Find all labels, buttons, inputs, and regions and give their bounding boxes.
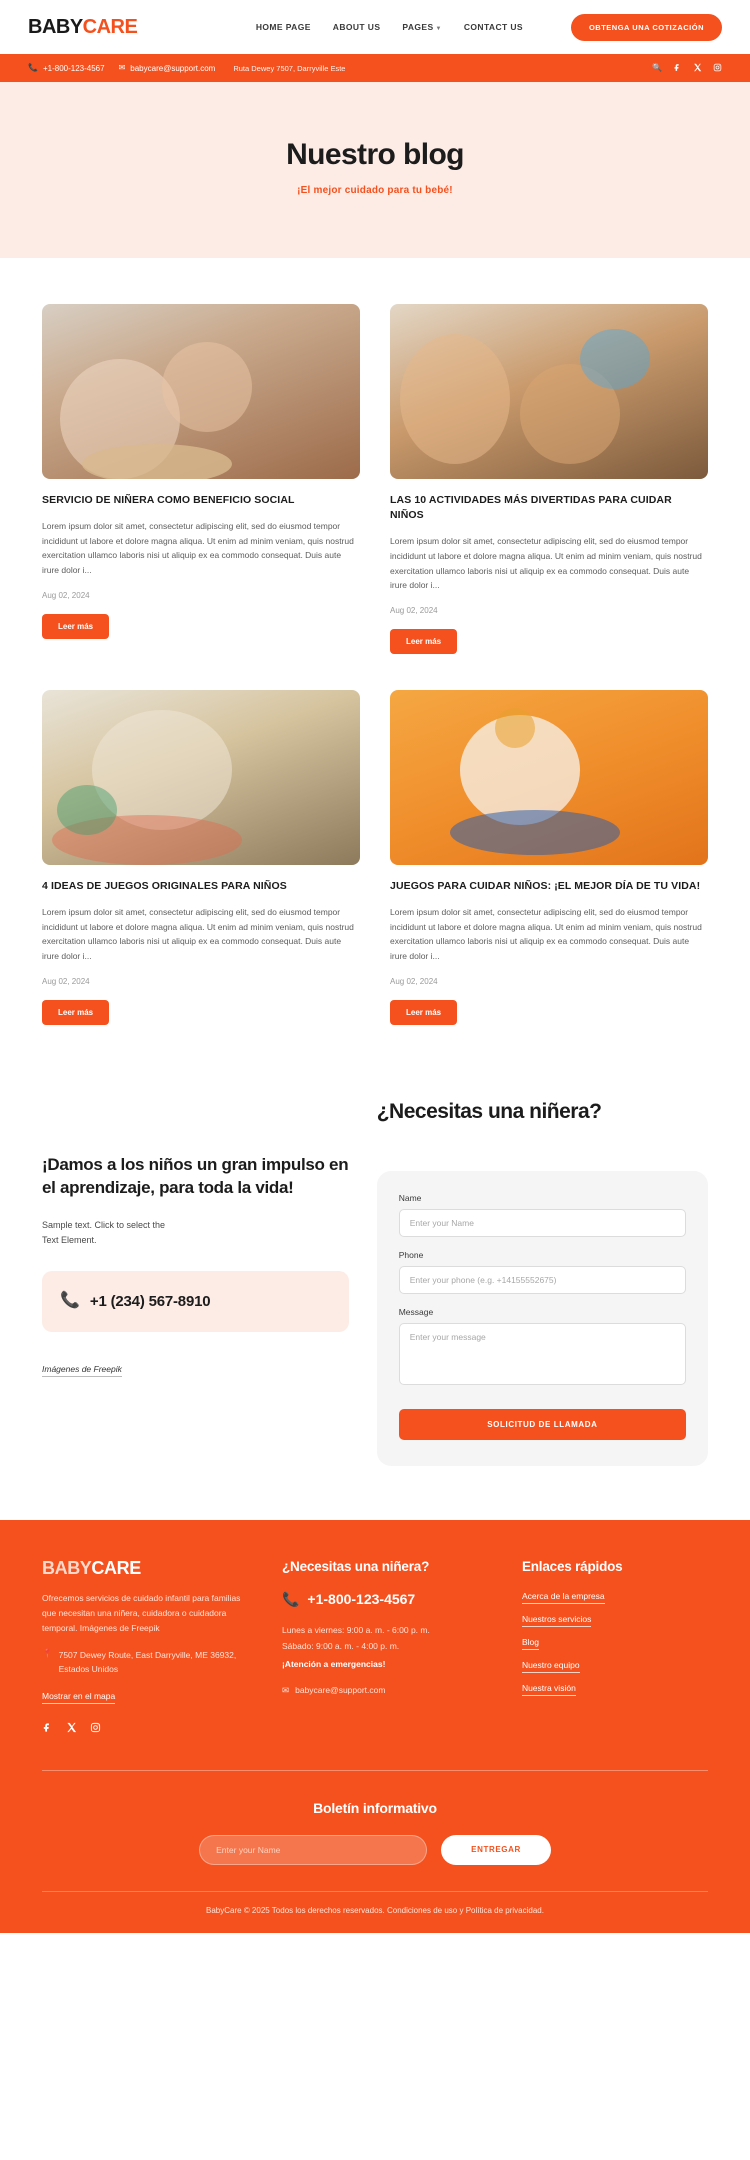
footer-contact-heading: ¿Necesitas una niñera? [281,1558,430,1574]
post-title[interactable]: 4 IDEAS DE JUEGOS ORIGINALES PARA NIÑOS [42,879,287,892]
logo-text-accent: CARE [82,15,138,38]
phone-callout[interactable] [42,1271,349,1332]
message-input[interactable] [399,1323,686,1385]
instagram-icon[interactable] [713,63,722,74]
footer-about-column [42,1558,256,1736]
read-more-button[interactable]: Leer más [42,1000,109,1025]
read-more-button[interactable]: Leer más [42,614,109,639]
footer-phone[interactable] [282,1591,496,1607]
phone-icon: 📞 [60,1292,80,1310]
logo[interactable] [28,16,137,39]
contact-heading: ¡Damos a los niños un gran impulso en el aprendizaje, para toda la vida! [42,1154,349,1198]
footer-description: Ofrecemos servicios de cuidado infantil para familias que necesitan una niñera, cuidadora o cuidadora temporal. Imágenes de Freepik [42,1592,241,1633]
submit-button[interactable]: SOLICITUD DE LLAMADA [399,1409,686,1440]
phone-icon: 📞 [281,1591,300,1608]
footer-link-services[interactable]: Nuestros servicios [522,1614,591,1627]
post-excerpt: Lorem ipsum dolor sit amet, consectetur adipiscing elit, sed do eiusmod tempor incididunt ut labore et dolore magna aliqua. Ut enim ad minim veniam, quis nostrud exercitation ullamco laboris nisi ut aliquip ex ea commodo consequat. Duis aute irure dolor i... [42,521,354,576]
post-title[interactable]: JUEGOS PARA CUIDAR NIÑOS: ¡EL MEJOR DÍA DE TU VIDA! [390,879,701,892]
footer-link-blog[interactable]: Blog [522,1637,539,1650]
x-icon[interactable] [66,1722,77,1736]
phone-text: +1-800-123-4567 [42,63,105,73]
phone-label: Phone [398,1249,424,1260]
post-thumbnail[interactable] [390,304,708,479]
envelope-icon: ✉ [281,1684,290,1695]
footer-link-about[interactable]: Acerca de la empresa [522,1591,605,1604]
contact-right-column [377,1099,708,1466]
post-thumbnail[interactable] [390,690,708,865]
footer-email-text: babycare@support.com [295,1684,386,1695]
blog-post-card[interactable] [42,690,360,1025]
phone-input[interactable] [399,1266,686,1294]
name-field-group [399,1193,686,1237]
quick-links-list [522,1591,708,1696]
page-title: Nuestro blog [286,138,464,171]
instagram-icon[interactable] [90,1722,101,1736]
newsletter-input[interactable] [199,1835,427,1865]
nav-item-pages[interactable]: PAGES ▼ [402,22,442,32]
x-icon[interactable] [693,63,702,74]
quote-cta-button[interactable]: OBTENGA UNA COTIZACIÓN [571,14,722,41]
post-title[interactable]: SERVICIO DE NIÑERA COMO BENEFICIO SOCIAL [42,494,295,506]
post-excerpt: Lorem ipsum dolor sit amet, consectetur adipiscing elit, sed do eiusmod tempor incididunt ut labore et dolore magna aliqua. Ut enim ad minim veniam, quis nostrud exercitation ullamco laboris nisi ut aliquip ex ea commodo consequat. Duis aute irure dolor i... [42,907,354,961]
phone-number: +1 (234) 567-8910 [89,1292,211,1310]
contact-left-column [42,1099,349,1466]
footer-links-column [522,1558,708,1736]
footer-logo[interactable] [42,1558,256,1579]
phone-link[interactable] [28,64,105,73]
site-header [0,0,750,54]
footer-email[interactable] [282,1685,496,1695]
hours-weekday: Lunes a viernes: 9:00 a. m. - 6:00 p. m. [281,1625,430,1636]
search-icon[interactable]: 🔍 [652,63,662,72]
facebook-icon[interactable] [673,63,682,74]
post-thumbnail[interactable] [42,690,360,865]
phone-field-group [399,1250,686,1294]
contact-section [0,1065,750,1520]
facebook-icon[interactable] [42,1722,53,1736]
logo-text-primary: BABY [28,15,83,38]
post-date: Aug 02, 2024 [390,605,438,615]
nav-item-about[interactable]: ABOUT US [332,22,381,32]
location-pin-icon: 📍 [42,1648,53,1659]
message-label: Message [398,1306,434,1317]
footer-address [42,1649,256,1676]
read-more-button[interactable]: Leer más [390,629,457,654]
phone-icon: 📞 [28,63,38,72]
social-links [652,63,722,74]
hours-saturday: Sábado: 9:00 a. m. - 4:00 p. m. [281,1641,400,1652]
footer-address-text: 7507 Dewey Route, East Darryville, ME 36932, Estados Unidos [58,1650,237,1674]
footer-logo-secondary: CARE [91,1557,141,1578]
nav-item-home[interactable]: HOME PAGE [255,22,311,32]
show-on-map-link[interactable]: Mostrar en el mapa [42,1691,115,1704]
copyright-text: BabyCare © 2025 Todos los derechos reservados. Condiciones de uso y Política de privacidad. [42,1891,708,1933]
footer-social-links [42,1722,256,1736]
site-footer [0,1520,750,1933]
contact-sample-text: Sample text. Click to select the Text Element. [42,1220,166,1246]
message-field-group [399,1307,686,1390]
post-excerpt: Lorem ipsum dolor sit amet, consectetur adipiscing elit, sed do eiusmod tempor incididunt ut labore et dolore magna aliqua. Ut enim ad minim veniam, quis nostrud exercitation ullamco laboris nisi ut aliquip ex ea commodo consequat. Duis aute irure dolor i... [390,907,702,961]
footer-phone-text: +1-800-123-4567 [307,1591,416,1608]
newsletter-heading: Boletín informativo [313,1799,437,1816]
post-title[interactable]: LAS 10 ACTIVIDADES MÁS DIVERTIDAS PARA CUIDAR NIÑOS [390,494,672,522]
callback-form [377,1171,708,1466]
newsletter-section [42,1770,708,1891]
read-more-button[interactable]: Leer más [390,1000,457,1025]
post-date: Aug 02, 2024 [42,976,90,986]
footer-links-heading: Enlaces rápidos [521,1558,623,1574]
nav-item-contact[interactable]: CONTACT US [463,22,523,32]
address-text: Ruta Dewey 7507, Darryville Este [233,63,346,73]
blog-grid [0,258,750,1065]
footer-link-team[interactable]: Nuestro equipo [522,1660,580,1673]
post-date: Aug 02, 2024 [42,590,90,600]
contact-strip [0,54,750,82]
email-link[interactable] [119,64,216,73]
blog-post-card[interactable] [42,304,360,654]
chevron-down-icon: ▼ [435,26,442,32]
newsletter-form [42,1835,708,1865]
emergency-note: ¡Atención a emergencias! [281,1658,386,1669]
email-text: babycare@support.com [130,63,216,73]
footer-columns [42,1558,708,1736]
footer-contact-column [282,1558,496,1736]
blog-post-card[interactable] [390,690,708,1025]
name-input[interactable] [399,1209,686,1237]
form-heading: ¿Necesitas una niñera? [376,1099,602,1123]
blog-post-card[interactable] [390,304,708,654]
footer-link-vision[interactable]: Nuestra visión [522,1683,576,1696]
envelope-icon: ✉ [118,63,126,72]
newsletter-submit-button[interactable]: ENTREGAR [441,1835,551,1865]
post-excerpt: Lorem ipsum dolor sit amet, consectetur adipiscing elit, sed do eiusmod tempor incididunt ut labore et dolore magna aliqua. Ut enim ad minim veniam, quis nostrud exercitation ullamco laboris nisi ut aliquip ex ea commodo consequat. Duis aute irure dolor i... [390,536,702,591]
post-date: Aug 02, 2024 [390,976,438,986]
name-label: Name [398,1192,422,1203]
hero-section [0,82,750,258]
footer-logo-primary: BABY [42,1557,92,1578]
hero-subtitle: ¡El mejor cuidado para tu bebé! [297,185,453,196]
main-navigation [256,14,722,41]
footer-hours [282,1623,496,1654]
post-thumbnail[interactable] [42,304,360,479]
image-credit[interactable]: Imágenes de Freepik [42,1364,122,1377]
